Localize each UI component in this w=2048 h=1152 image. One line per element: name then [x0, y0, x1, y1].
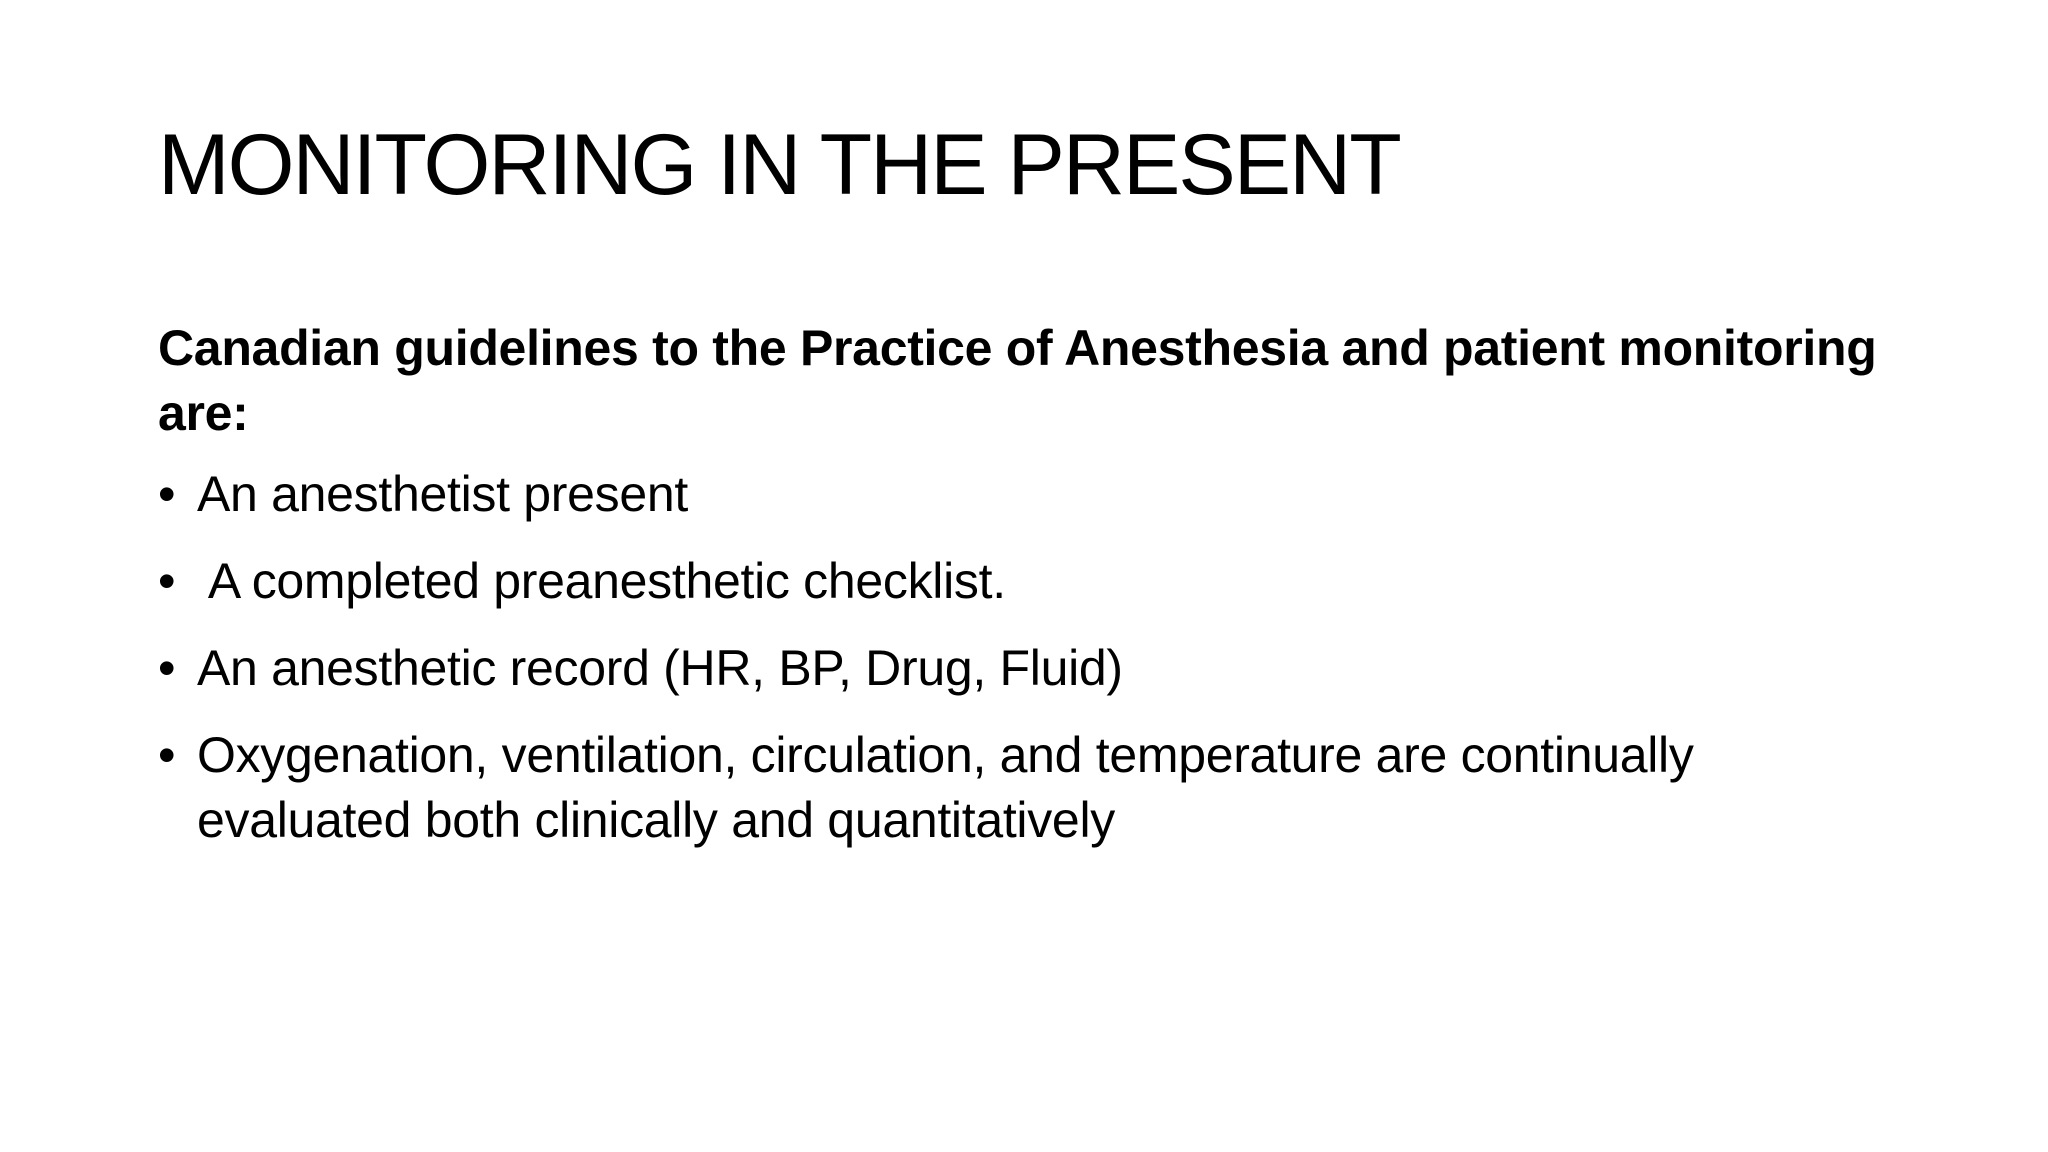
- bullet-item: [158, 723, 1918, 853]
- bullet-text: An anesthetist present: [197, 466, 688, 522]
- bullet-text: Oxygenation, ventilation, circulation, and temperature are continually evaluated both clinically and quantitatively: [197, 727, 1694, 848]
- bullet-icon: •: [158, 553, 176, 609]
- slide-title: MONITORING IN THE PRESENT: [158, 117, 1400, 213]
- bullet-icon: •: [158, 727, 176, 783]
- bullet-icon: •: [158, 640, 176, 696]
- bullet-text: An anesthetic record (HR, BP, Drug, Fluid): [197, 640, 1123, 696]
- bullet-item: [158, 549, 1918, 614]
- bullet-item: [158, 636, 1918, 701]
- slide-body: [158, 316, 1918, 875]
- bullet-list: [158, 462, 1918, 853]
- subheading: Canadian guidelines to the Practice of Anesthesia and patient monitoring are:: [158, 320, 1877, 441]
- bullet-text: A completed preanesthetic checklist.: [197, 553, 1006, 609]
- bullet-item: [158, 462, 1918, 527]
- bullet-icon: •: [158, 466, 176, 522]
